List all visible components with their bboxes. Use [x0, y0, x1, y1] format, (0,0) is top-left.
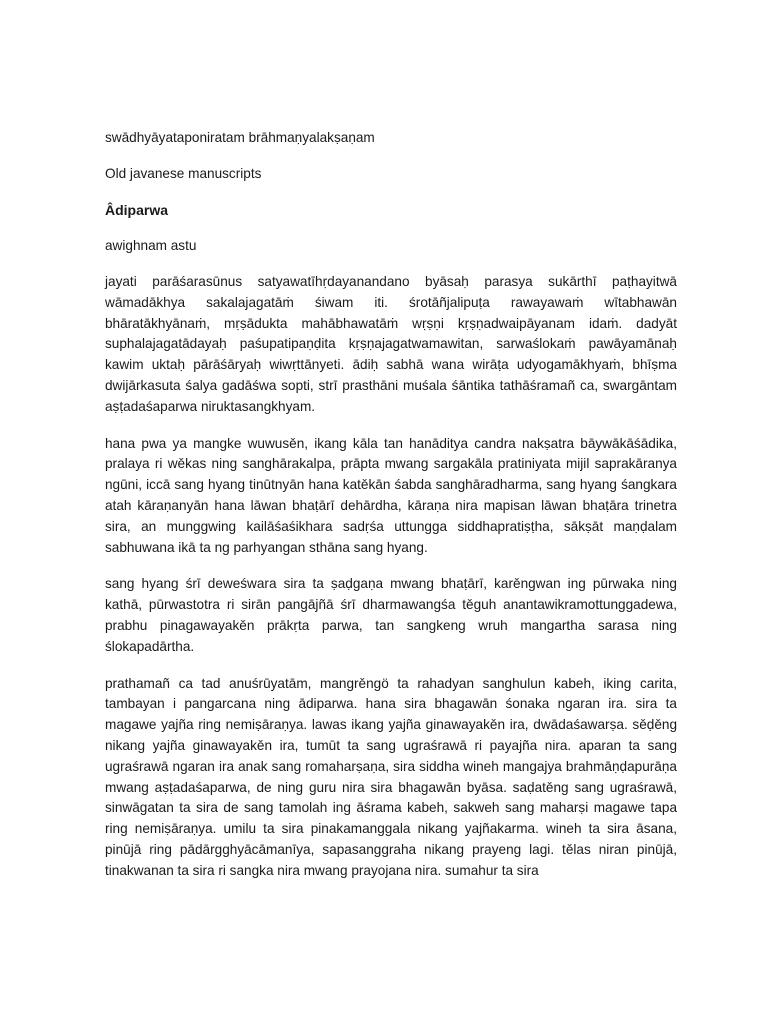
text-line: kawim uktaḥ pārāśāryaḥ wiwṛttānyeti. ādiḥ sabhā wana wirāṭa udyogamākhyaṁ, bhīṣma	[105, 357, 677, 373]
text-line: kathā, pūrwastotra ri sirān pangājñā śrī dharmawangśa těguh anantawikramottunggadewa,	[105, 597, 677, 613]
text-line: magawe yajña ring nemiṣāraṇya. lawas ikang yajña ginawayakěn ira, dwādaśawarṣa. sěḍěng	[105, 717, 677, 733]
paragraph-1	[105, 272, 677, 418]
text-line: atah kāraṇanyān hana lāwan bhaṭārī dehārdha, kāraṇa nira mapisan lāwan bhaṭāra trinetra	[105, 497, 677, 513]
paragraph-3	[105, 574, 677, 657]
text-line: pralaya ri wěkas ning sanghārakalpa, prāpta mwang sargakāla pratiniyata mijil saprakāranya	[105, 456, 677, 472]
text-line: mwang aṣṭadaśaparwa, de ning guru nira sira bhagawān byāsa. saḍatěng sang ugraśrawā,	[105, 779, 677, 795]
text-line: ślokapadārtha.	[105, 638, 195, 654]
text-line: hana pwa ya mangke wuwusěn, ikang kāla tan hanāditya candra nakṣatra bāywākāśādika,	[105, 435, 677, 451]
document-title-line: swādhyāyataponiratam brāhmaṇyalakṣaṇam	[105, 130, 375, 145]
text-line: suphalajagatādayaḥ paśupatipaṇḍita kṛṣṇajagatwamawitan, sarwaślokaṁ pawāyamānaḥ	[105, 336, 677, 352]
document-subtitle: Old javanese manuscripts	[105, 166, 262, 181]
text-line: ring nemiṣāraṇya. umilu ta sira pinakamanggala nikang yajñakarma. wineh ta sira āsana,	[105, 821, 677, 837]
text-line: sinwāgatan ta sira de sang tamolah ing āśrama kabeh, sakweh sang maharṣi magawe tapa	[105, 800, 677, 816]
document-page	[105, 128, 677, 898]
text-line: sang hyang śrī deweśwara sira ta ṣaḍgaṇa mwang bhaṭārī, karěngwan ing pūrwaka ning	[105, 576, 677, 592]
text-line: ugraśrawā ngaran ira anak sang romaharṣaṇa, sira siddha wineh mangajya brahmāṇḍapurāṇa	[105, 758, 677, 774]
text-line: nikang yajña ginawayakěn ira, tumūt ta sang ugraśrawā ri payajña nira. aparan ta sang	[105, 737, 677, 753]
text-line: sabhuwana ikā ta ng parhyangan sthāna sang hyang.	[105, 539, 428, 555]
text-line: ngūni, iccā sang hyang tinūtnyān hana katěkān śabda sanghāradharma, sang hyang śangkara	[105, 477, 677, 493]
text-line: tinakwanan ta sira ri sangka nira mwang prayojana nira. sumahur ta sira	[105, 862, 539, 878]
text-line: jayati parāśarasūnus satyawatīhṛdayanandano byāsaḥ parasya sukārthī paṭhayitwā	[105, 274, 677, 289]
text-line: prabhu pinagawayakěn prākṛta parwa, tan sangkeng wruh mangartha sarasa ning	[105, 617, 677, 633]
paragraph-4	[105, 674, 677, 882]
text-line: wāmadākhya sakalajagatāṁ śiwam iti. śrotāñjalipuṭa rawayawaṁ wītabhawān	[105, 294, 677, 310]
text-line: aṣṭadaśaparwa niruktasangkhyam.	[105, 398, 316, 414]
invocation-line: awighnam astu	[105, 238, 197, 253]
text-line: pinūjā ring pādārgghyācāmanīya, sapasanggraha nikang prayeng lagi. tělas niran pinūjā,	[105, 841, 677, 857]
section-heading: Âdiparwa	[105, 202, 169, 218]
paragraph-2	[105, 434, 677, 559]
text-line: sira, an munggwing kailāśaśikhara sadṛśa uttungga siddhapratiṣṭha, sākṣāt maṇḍalam	[105, 518, 677, 534]
text-line: prathamañ ca tad anuśrūyatām, mangrěngö ta rahadyan sanghulun kabeh, iking carita,	[105, 675, 677, 691]
text-line: tambayan i pangarcana ning ādiparwa. hana sira bhagawān śonaka ngaran ira. sira ta	[105, 696, 677, 712]
text-line: dwijārkasuta śalya gadāśwa sopti, strī prasthāni muśala śāntika tathāśramañ ca, swargāntam	[105, 377, 677, 393]
text-line: bhāratākhyānaṁ, mṛṣādukta mahābhawatāṁ wṛṣṇi kṛṣṇadwaipāyanam idaṁ. dadyāt	[105, 315, 677, 331]
